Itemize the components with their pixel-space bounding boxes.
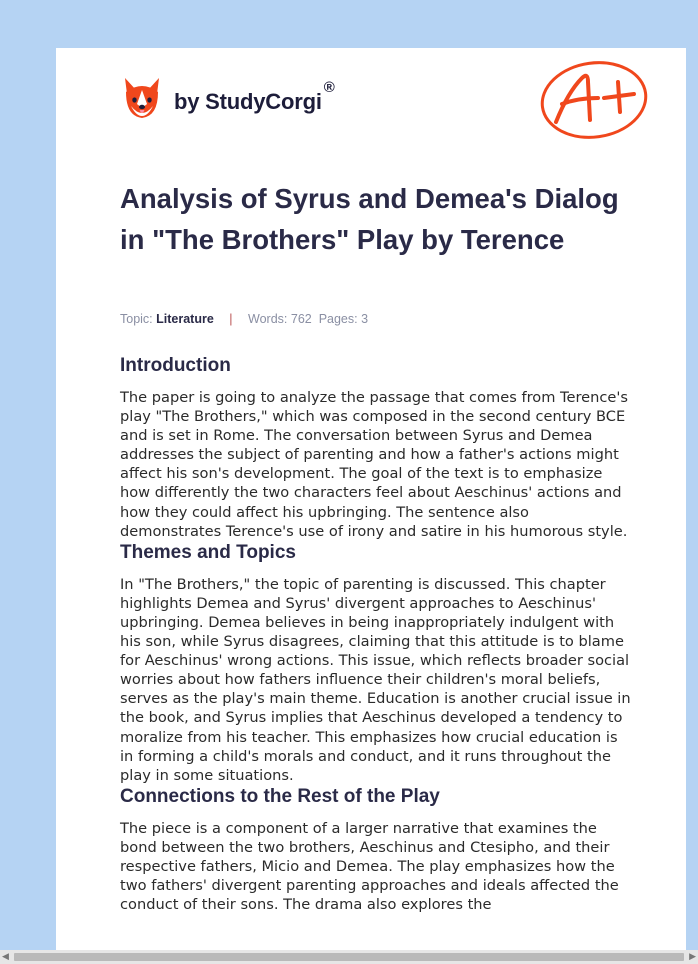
topic-value[interactable]: Literature xyxy=(156,312,214,326)
scroll-left-icon[interactable]: ◀ xyxy=(2,952,9,962)
scroll-right-icon[interactable]: ▶ xyxy=(689,952,696,962)
topic-label: Topic: xyxy=(120,312,153,326)
logo-text: by StudyCorgi® xyxy=(174,79,335,114)
document-meta xyxy=(120,312,368,326)
meta-separator: | xyxy=(229,312,233,326)
horizontal-scrollbar[interactable] xyxy=(0,950,698,964)
section-connections xyxy=(120,785,632,914)
document-title: Analysis of Syrus and Demea's Dialog in "The Brothers" Play by Terence xyxy=(120,183,619,255)
a-plus-icon xyxy=(538,58,650,142)
section-paragraph: The paper is going to analyze the passage that comes from Terence's play "The Brothers," which was composed in the second century BCE and is set in Rome. The conversation between Syrus and Demea addresses the subject of parenting and how a father's actions might affect his son's development. The goal of the text is to emphasize how differently the two characters feel about Aeschinus' actions and how they could affect his upbringing. The sentence also demonstrates Terence's use of irony and satire in his humorous style. xyxy=(120,389,628,540)
section-introduction xyxy=(120,354,632,541)
section-paragraph: In "The Brothers," the topic of parenting is discussed. This chapter highlights Demea and Syrus' divergent approaches to Aeschinus' upbringing. Demea believes in being inappropriately indulgent with his son, while Syrus disagrees, claiming that this attitude is to blame for Aeschinus' wrong actions. This issue, which reflects broader social worries about how fathers influence their children's moral beliefs, serves as the play's main theme. Education is another crucial issue in the book, and Syrus implies that Aeschinus developed a tendency to moralize from his teacher. This emphasizes how crucial education is in forming a child's morals and conduct, and it runs throughout the play in some situations. xyxy=(120,575,631,784)
corgi-icon xyxy=(122,76,162,120)
section-heading: Connections to the Rest of the Play xyxy=(120,785,440,807)
scrollbar-thumb[interactable] xyxy=(14,953,684,961)
pages-value: 3 xyxy=(361,312,369,326)
words-value: 762 xyxy=(290,312,312,326)
document-body xyxy=(120,354,632,914)
registered-mark: ® xyxy=(323,79,335,96)
pages-label: Pages: xyxy=(318,312,358,326)
section-themes-and-topics xyxy=(120,541,632,785)
document-page xyxy=(56,48,686,950)
section-heading: Introduction xyxy=(120,355,231,376)
section-heading: Themes and Topics xyxy=(120,541,296,563)
studycorgi-logo[interactable] xyxy=(122,76,335,120)
section-paragraph: The piece is a component of a larger narrative that examines the bond between the two brothers, Aeschinus and Ctesipho, and their respective fathers, Micio and Demea. The play emphasizes how the two fathers' divergent parenting approaches and ideals affected the conduct of their sons. The drama also explores the xyxy=(120,819,619,914)
words-label: Words: xyxy=(248,312,288,326)
